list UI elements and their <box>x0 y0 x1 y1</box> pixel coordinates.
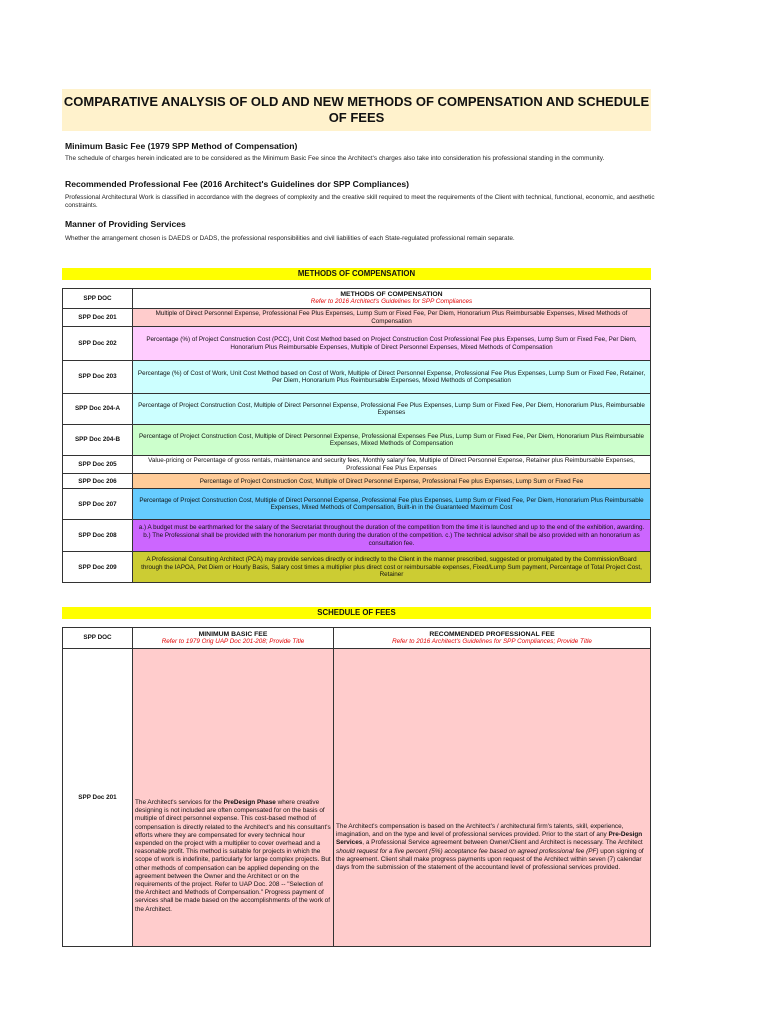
section-heading-minimum-fee: Minimum Basic Fee (1979 SPP Method of Compensation) <box>65 141 298 151</box>
table-row <box>63 552 651 583</box>
page-title: COMPARATIVE ANALYSIS OF OLD AND NEW METHODS OF COMPENSATION AND SCHEDULE OF FEES <box>62 89 651 131</box>
table-row <box>63 520 651 552</box>
rec-fee-text-1: The Architect's compensation is based on the Architect's / architectural firm's talents, skill, experience, imagination, and on the type and level of professional services provided. Prior to the start of any <box>336 823 624 839</box>
table-row <box>63 361 651 394</box>
table-row <box>63 425 651 456</box>
methods-table <box>62 288 651 583</box>
schedule-col-min-subtitle: Refer to 1979 Orig UAP Doc 201-208; Provide Title <box>161 637 305 645</box>
table-row <box>63 649 651 947</box>
row-doc: SPP Doc 206 <box>63 474 133 489</box>
section-text-recommended-fee: Professional Architectural Work is classified in accordance with the degrees of complexity and the creative skill required to meet the requirements of the Client with technical, functional, economic, and aesthetic constraints. <box>65 194 655 210</box>
schedule-band: SCHEDULE OF FEES <box>62 607 651 619</box>
rec-fee-text-bold: Pre-Design Services <box>336 831 643 847</box>
methods-header-row <box>63 289 651 309</box>
schedule-col-doc: SPP DOC <box>63 628 133 649</box>
methods-col-title-text: METHODS OF COMPENSATION <box>340 291 443 299</box>
min-fee-cell <box>133 649 334 947</box>
schedule-col-rec-title: RECOMMENDED PROFESSIONAL FEE <box>429 630 555 638</box>
row-text: Percentage (%) of Project Construction Cost (PCC), Unit Cost Method based on Project Construction Cost Professional Fee plus Expenses, Lump Sum or Fixed Fee, Per Diem, Honorarium Plus Reimbursable Expenses, Multiple of Direct Personnel Expenses, Mixed Methods of Compensation <box>133 327 651 361</box>
row-doc: SPP Doc 208 <box>63 520 133 552</box>
row-text: Multiple of Direct Personnel Expense, Professional Fee Plus Expenses, Lump Sum or Fixed Fee, Per Diem, Honorarium Plus Reimbursable Expenses, Mixed Methods of Compensation <box>133 309 651 327</box>
row-doc: SPP Doc 205 <box>63 456 133 474</box>
row-text: a.) A budget must be earthmarked for the salary of the Secretariat throughout the duration of the competition from the time it is launched and up to the end of the exhibition, awarding. b.) The Professional shall be provided with the honorarium per month during the duration of the competition. c.) The technical advisor shall be also provided with an honorarium as consultation fee. <box>133 520 651 552</box>
rec-fee-text-2: , a Professional Service agreement between Owner/Client and Architect is necessary. The Architect <box>362 839 643 847</box>
schedule-header-row <box>63 628 651 649</box>
methods-col-title <box>133 289 651 309</box>
section-heading-recommended-fee: Recommended Professional Fee (2016 Architect's Guidelines dor SPP Compliances) <box>65 179 409 189</box>
table-row <box>63 309 651 327</box>
row-text: Percentage of Project Construction Cost, Multiple of Direct Personnel Expense, Professional Fee plus Expenses, Lump Sum or Fixed Fee <box>133 474 651 489</box>
row-doc: SPP Doc 207 <box>63 489 133 520</box>
min-fee-text-2: where creative designing is not included are often compensated for on the basis of multiple of direct personnel expense. This cost-based method of compensation is directly related to the Architect's and his consultant's efforts where they are compensated for every technical hour expended on the project with a multiplier to cover overhead and a reasonable profit. This method is suitable for projects in which the scope of work is indefinite, particularly for large complex projects. But other methods of compensation can be applied depending on the agreement between the Owner and the Architect or on the requirements of the project. Refer to UAP Doc. 208 -- "Selection of the Architect and Methods of Compensation." Progress payment of services shall be made based on the accomplishments of the work of the Architect. <box>135 799 331 913</box>
table-row <box>63 474 651 489</box>
min-fee-text-bold: PreDesign Phase <box>223 799 276 806</box>
methods-col-doc: SPP DOC <box>63 289 133 309</box>
row-text: Value-pricing or Percentage of gross rentals, maintenance and security fees, Monthly salary/ fee, Multiple of Direct Personnel Expense, Retainer plus Reimbursable Expenses, Professional Fee Plus Expenses <box>133 456 651 474</box>
row-text: Percentage of Project Construction Cost, Multiple of Direct Personnel Expense, Professional Fee plus Expenses, Lump Sum or Fixed Fee, Per Diem, Honorarium Plus Reimbursable Expenses, Mixed Methods of Compensation, Built-in in the Guaranteed Maximum Cost <box>133 489 651 520</box>
min-fee-text-1: The Architect's services for the <box>135 799 224 806</box>
row-text: Percentage (%) of Cost of Work, Unit Cost Method based on Cost of Work, Multiple of Direct Personnel Expense, Professional Fee Plus Expenses, Lump Sum or Fixed Fee, Retainer, Per Diem, Honorarium Plus Reimbursable Expenses, Mixed Methods of Compesation <box>133 361 651 394</box>
row-doc: SPP Doc 204-B <box>63 425 133 456</box>
row-text: Percentage of Project Construction Cost, Multiple of Direct Personnel Expense, Professional Fee Plus Expenses, Lump Sum or Fixed Fee, Per Diem, Honorarium Plus, Reimbursable Expenses <box>133 394 651 425</box>
row-doc: SPP Doc 202 <box>63 327 133 361</box>
row-text: Percentage of Project Construction Cost, Multiple of Direct Personnel Expense, Professional Expenses Fee Plus, Lump Sum or Fixed Fee, Per Diem, Honorarium Plus Reimbursable Expenses, Mixed Methods of Compensation <box>133 425 651 456</box>
row-doc: SPP Doc 203 <box>63 361 133 394</box>
schedule-col-rec-subtitle: Refer to 2016 Architect's Guidelines for SPP Compliances; Provide Title <box>392 637 592 645</box>
row-doc: SPP Doc 201 <box>63 309 133 327</box>
row-doc: SPP Doc 204-A <box>63 394 133 425</box>
row-doc: SPP Doc 209 <box>63 552 133 583</box>
rec-fee-text-italic: should request for a five percent (5%) acceptance fee based on agreed professional fee (PF) <box>336 847 599 855</box>
row-doc: SPP Doc 201 <box>63 649 133 947</box>
table-row <box>63 489 651 520</box>
table-row <box>63 327 651 361</box>
schedule-col-min <box>133 628 334 649</box>
rec-fee-text-3: upon signing of the agreement. Client shall make progress payments upon request of the Architect within seven (7) calendar days from the submission of the statement of the accountand level of professional services provided. <box>336 847 644 872</box>
row-text: A Professional Consulting Architect (PCA) may provide services directly or indirectly to the Client in the manner prescribed, suggested or promulgated by the Commission/Board through the IAPOA, Pet Diem or Hourly Basis, Salary cost times a multiplier plus direct cost or reimbursable expenses, Fixed/Lump Sum payment, Percentage of Total Project Cost, Retainer <box>133 552 651 583</box>
section-heading-manner: Manner of Providing Services <box>65 219 186 229</box>
schedule-col-rec <box>334 628 651 649</box>
table-row <box>63 394 651 425</box>
schedule-table <box>62 627 651 947</box>
rec-fee-cell <box>334 649 651 947</box>
section-text-minimum-fee: The schedule of charges herein indicated are to be considered as the Minimum Basic Fee since the Architect's charges also take into consideration his professional standing in the community. <box>65 155 605 162</box>
methods-col-subtitle: Refer to 2016 Architect's Guidelines for SPP Compliances <box>310 298 473 306</box>
methods-band: METHODS OF COMPENSATION <box>62 268 651 280</box>
schedule-col-min-title: MINIMUM BASIC FEE <box>198 630 268 638</box>
section-text-manner: Whether the arrangement chosen is DAEDS or DADS, the professional responsibilities and civil liabilities of each State-regulated professional remain separate. <box>65 235 515 242</box>
table-row <box>63 456 651 474</box>
